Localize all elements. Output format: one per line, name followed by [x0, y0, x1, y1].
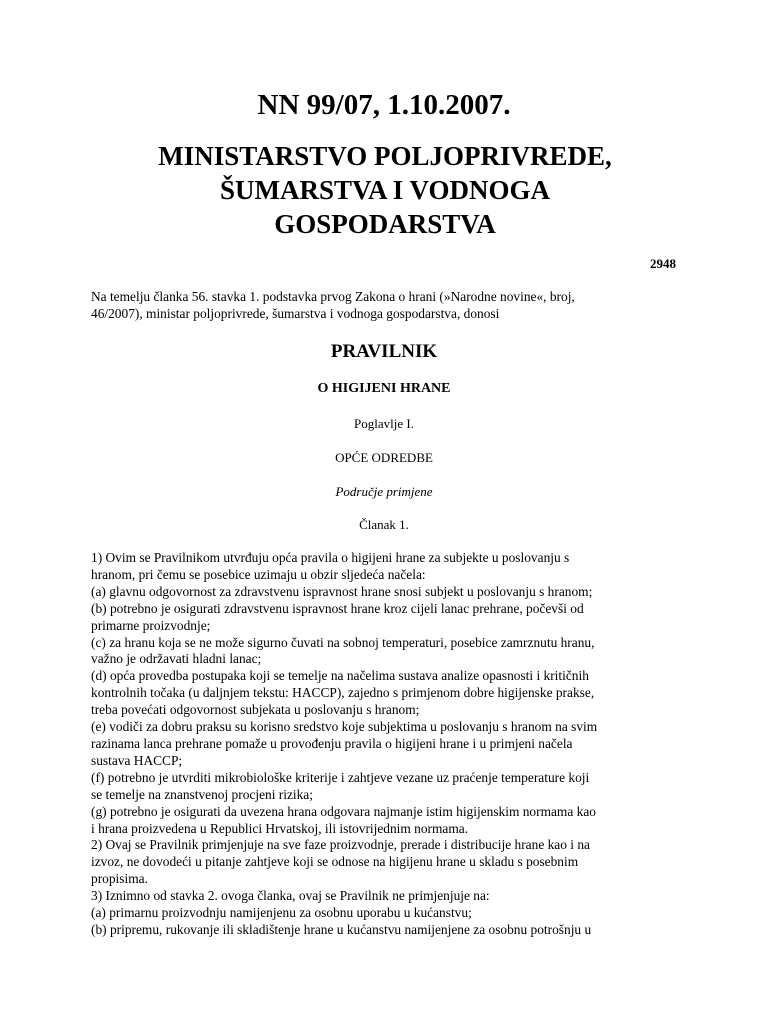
body-line: (b) potrebno je osigurati zdravstvenu ispravnost hrane kroz cijeli lanac prehrane, počevši od: [91, 600, 584, 616]
article-body: [91, 550, 691, 939]
body-line: i hrana proizvedena u Republici Hrvatskoj, ili istovrijednim normama.: [91, 820, 469, 836]
body-line: (d) opća provedba postupaka koji se temelje na načelima sustava analize opasnosti i kritičnih: [91, 668, 589, 684]
gazette-reference: NN 99/07, 1.10.2007.: [257, 89, 511, 121]
preamble-line: 46/2007), ministar poljoprivrede, šumarstva i vodnoga gospodarstva, donosi: [91, 306, 500, 321]
body-line: (a) primarnu proizvodnju namijenjenu za osobnu uporabu u kućanstvu;: [91, 905, 472, 921]
body-line: treba povećati odgovornost subjekata u poslovanju s hranom;: [91, 702, 420, 718]
body-line: važno je održavati hladni lanac;: [91, 651, 262, 667]
chapter-label: Poglavlje I.: [354, 416, 414, 431]
document-number: 2948: [650, 256, 676, 271]
body-line: (f) potrebno je utvrditi mikrobiološke kriterije i zahtjeve vezane uz praćenje temperature koji: [91, 769, 590, 785]
body-line: 3) Iznimno od stavka 2. ovoga članka, ovaj se Pravilnik ne primjenjuje na:: [91, 888, 490, 904]
article-heading: Članak 1.: [359, 517, 409, 532]
preamble-line: Na temelju članka 56. stavka 1. podstavka prvog Zakona o hrani (»Narodne novine«, broj,: [91, 289, 575, 304]
document-title: PRAVILNIK: [330, 341, 438, 362]
body-line: izvoz, ne dovodeći u pitanje zahtjeve koji se odnose na higijenu hrane u skladu s posebnim: [91, 854, 579, 870]
preamble: [91, 288, 691, 322]
body-line: kontrolnih točaka (u daljnjem tekstu: HACCP), zajedno s primjenom dobre higijenske prakse,: [91, 685, 595, 701]
body-line: razinama lanca prehrane pomaže u provođenju pravila o higijeni hrane i u primjeni načela: [91, 735, 573, 751]
body-line: se temelje na znanstvenoj procjeni rizika;: [91, 786, 313, 802]
ministry-line: MINISTARSTVO POLJOPRIVREDE,: [158, 141, 612, 171]
body-line: (c) za hranu koja se ne može sigurno čuvati na sobnoj temperaturi, posebice zamrznutu hranu,: [91, 634, 595, 650]
body-line: 1) Ovim se Pravilnikom utvrđuju opća pravila o higijeni hrane za subjekte u poslovanju s: [91, 550, 570, 565]
body-line: primarne proizvodnje;: [91, 617, 211, 633]
body-line: (g) potrebno je osigurati da uvezena hrana odgovara najmanje istim higijenskim normama kao: [91, 803, 596, 819]
body-line: (a) glavnu odgovornost za zdravstvenu ispravnost hrane snosi subjekt u poslovanju s hranom;: [91, 583, 593, 599]
chapter-title: OPĆE ODREDBE: [335, 450, 433, 465]
body-line: (e) vodiči za dobru praksu su korisno sredstvo koje subjektima u poslovanju s hranom na svim: [91, 719, 598, 735]
body-line: 2) Ovaj se Pravilnik primjenjuje na sve faze proizvodnje, prerade i distribucije hrane kao i na: [91, 837, 590, 853]
section-heading: Područje primjene: [335, 484, 433, 499]
body-line: hranom, pri čemu se posebice uzimaju u obzir sljedeća načela:: [91, 566, 426, 582]
body-line: sustava HACCP;: [91, 752, 183, 768]
ministry-line: GOSPODARSTVA: [274, 209, 496, 239]
document-subtitle: O HIGIJENI HRANE: [317, 381, 451, 396]
body-line: propisima.: [91, 871, 148, 887]
ministry-line: ŠUMARSTVA I VODNOGA: [219, 175, 551, 205]
body-line: (b) pripremu, rukovanje ili skladištenje hrane u kućanstvu namijenjene za osobnu potrošnju u: [91, 921, 592, 937]
ministry-name: [100, 139, 670, 241]
